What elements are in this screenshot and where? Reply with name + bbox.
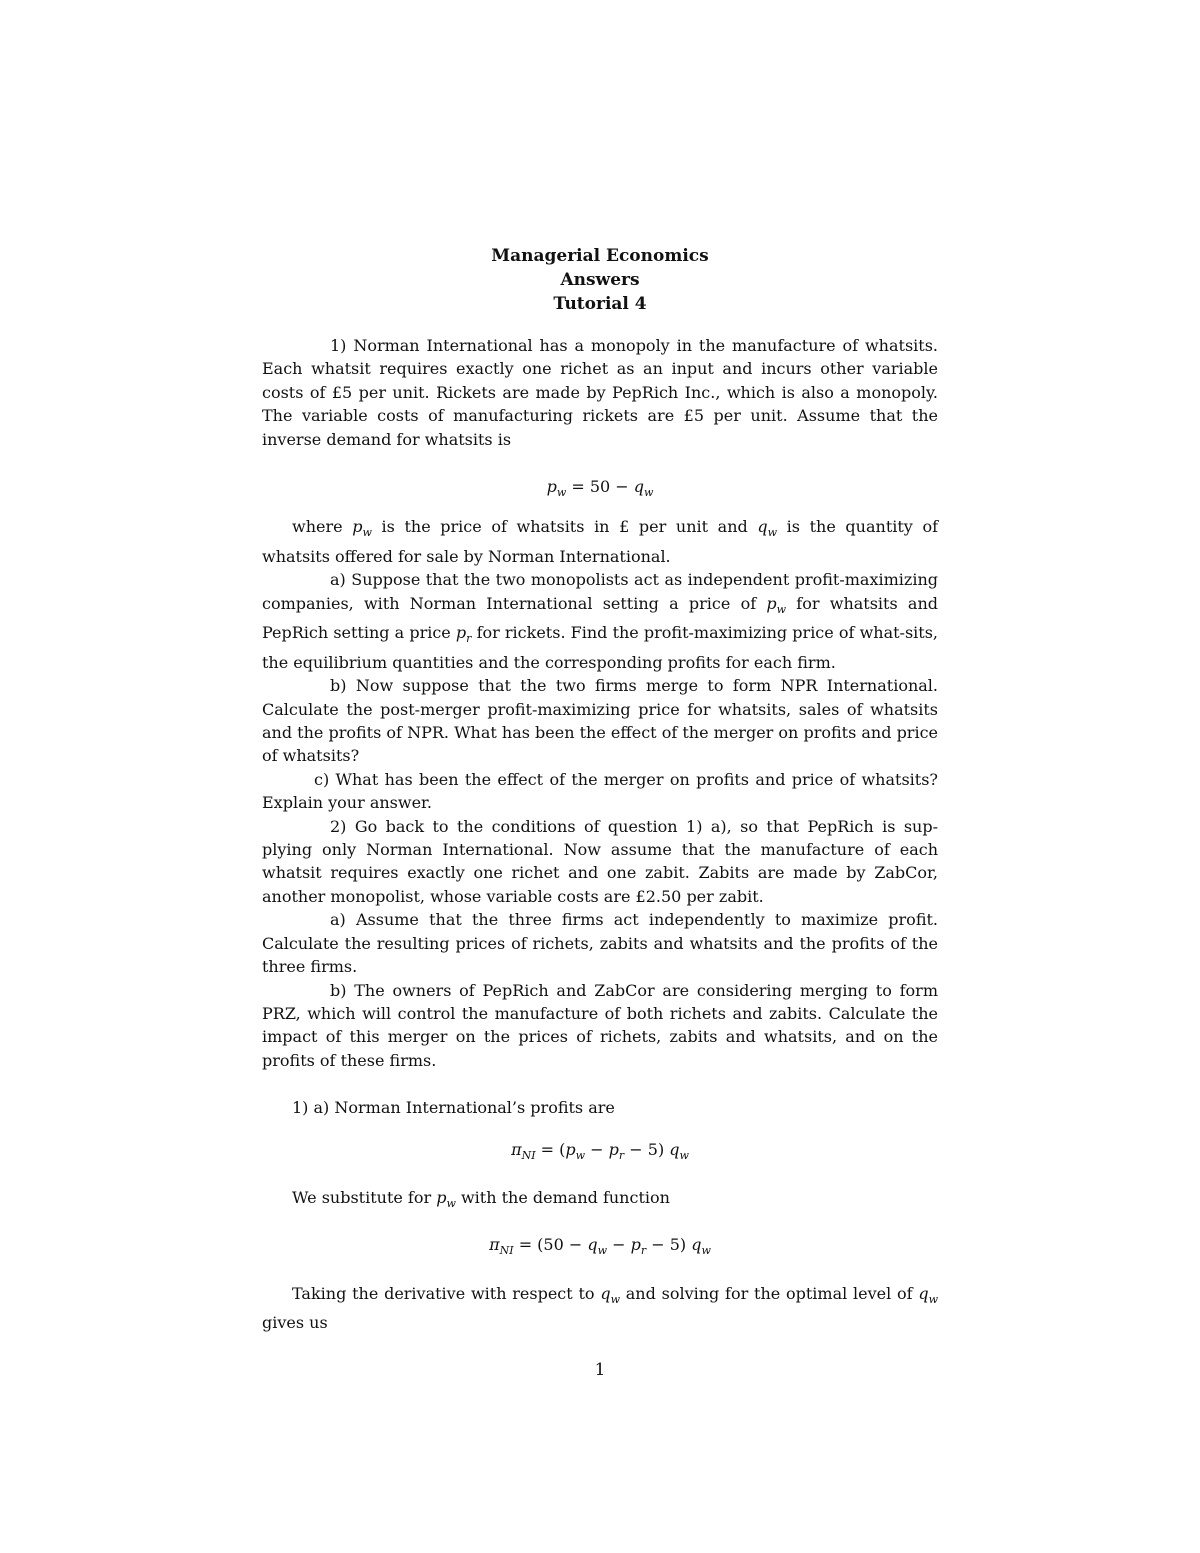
question-2-intro: 2) Go back to the conditions of question 1) a), so that PepRich is sup-plying only Norman International. Now assume that the manufacture of each whatsit requires exactly one richet and one zabit. Zabits are made by ZabCor, another monopolist, whose variable costs are £2.50 per zabit. — [262, 816, 938, 906]
course-title: Managerial Economics — [491, 246, 709, 266]
tutorial-title: Tutorial 4 — [553, 294, 647, 314]
question-2b: b) The owners of PepRich and ZabCor are considering merging to form PRZ, which will control the manufacture of both richets and zabits. Calculate the impact of this merger on the prices of richets, zabits and whatsits, and on the profits of these firms. — [262, 980, 938, 1070]
substitution-text: We substitute for $p_w$ with the demand function — [292, 1187, 670, 1210]
question-1-intro: 1) Norman International has a monopoly in the manufacture of whatsits. Each whatsit requires exactly one richet as an input and incurs other variable costs of £5 per unit. Rickets are made by PepRich Inc., which is also a monopoly. The variable costs of manufacturing rickets are £5 per unit. Assume that the inverse demand for whatsits is — [262, 336, 938, 449]
answers-title: Answers — [560, 270, 640, 290]
document-title — [262, 244, 938, 316]
document-page — [262, 244, 938, 1335]
derivative-text: Taking the derivative with respect to $q_w$ and solving for the optimal level of $q_w$ gives us — [262, 1283, 938, 1333]
profit-equation-1: $\pi_{NI} = (p_w - p_r - 5)$ $q_w$ — [511, 1139, 689, 1162]
question-1a: a) Suppose that the two monopolists act as independent profit-maximizing companies, with Norman International setting a price of $p_w$ for whatsits and PepRich setting a price $p_r$ for rickets. Find the profit-maximizing price of what-sits, the equilibrium quantities and the corresponding profits for each firm. — [262, 570, 939, 672]
demand-definition: where $p_w$ is the price of whatsits in £ per unit and $q_w$ is the quantity of whatsits offered for sale by Norman International. — [262, 517, 939, 566]
question-2a: a) Assume that the three firms act independently to maximize profit. Calculate the resulting prices of richets, zabits and whatsits and the profits of the three firms. — [262, 910, 938, 977]
profit-equation-2: $\pi_{NI} = (50 - q_w - p_r - 5)$ $q_w$ — [489, 1235, 711, 1258]
question-1c: c) What has been the effect of the merger on profits and price of whatsits? Explain your answer. — [262, 769, 938, 813]
page-number: 1 — [594, 1360, 606, 1380]
question-1b: b) Now suppose that the two firms merge to form NPR International. Calculate the post-merger profit-maximizing price for whatsits, sales of whatsits and the profits of NPR. What has been the effect of the merger on profits and price of whatsits? — [262, 676, 938, 766]
demand-equation: $p_w = 50 - q_w$ — [546, 477, 654, 500]
answer-1a-intro: 1) a) Norman International’s profits are — [292, 1098, 615, 1118]
